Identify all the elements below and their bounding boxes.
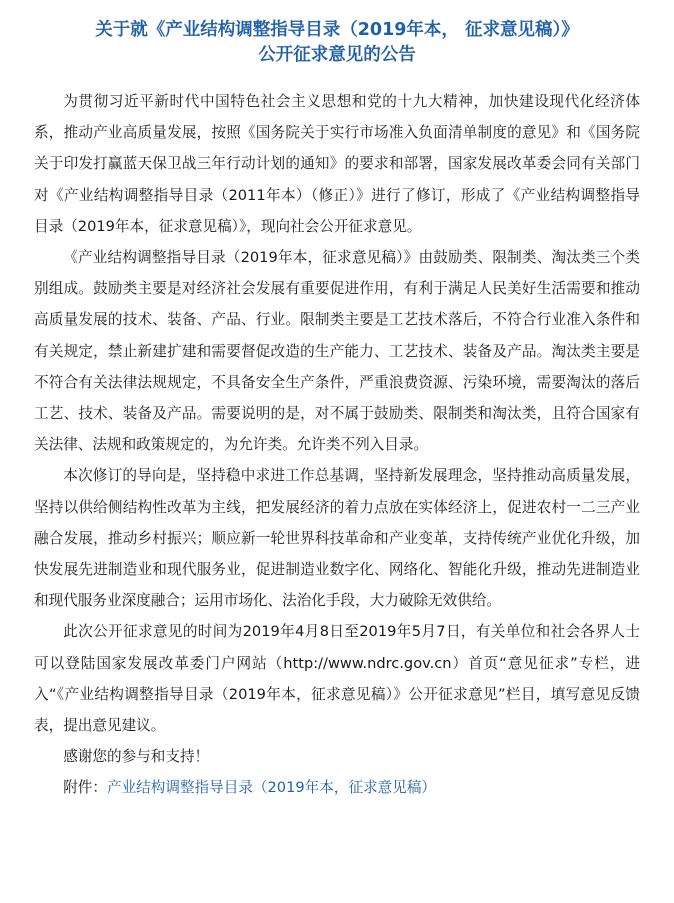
attachment-line bbox=[34, 772, 640, 803]
page-title bbox=[34, 18, 640, 68]
title-line-1: 关于就《产业结构调整指导目录（2019年本， 征求意见稿）》 bbox=[95, 20, 579, 40]
paragraph-categories: 《产业结构调整指导目录（2019年本，征求意见稿）》由鼓励类、限制类、淘汰类三个类别组成。鼓励类主要是对经济社会发展有重要促进作用，有利于满足人民美好生活需要和推动高质量发展的技术、装备、产品、行业。限制类主要是工艺技术落后，不符合行业准入条件和有关规定，禁止新建扩建和需要督促改造的生产能力、工艺技术、装备及产品。淘汰类主要是不符合有关法律法规规定，不具备安全生产条件，严重浪费资源、污染环境，需要淘汰的落后工艺、技术、装备及产品。需要说明的是，对不属于鼓励类、限制类和淘汰类，且符合国家有关法律、法规和政策规定的，为允许类。允许类不列入目录。 bbox=[34, 249, 640, 454]
title-line-2: 公开征求意见的公告 bbox=[258, 45, 416, 65]
paragraph-comment-period: 此次公开征求意见的时间为2019年4月8日至2019年5月7日，有关单位和社会各界人士可以登陆国家发展改革委门户网站（http://www.ndrc.gov.cn）首页“意见征求”专栏，进入“《产业结构调整指导目录（2019年本，征求意见稿）》公开征求意见”栏目，填写意见反馈表，提出意见建议。 bbox=[34, 623, 640, 735]
paragraph-purpose: 为贯彻习近平新时代中国特色社会主义思想和党的十九大精神，加快建设现代化经济体系，推动产业高质量发展，按照《国务院关于实行市场准入负面清单制度的意见》和《国务院关于印发打赢蓝天保卫战三年行动计划的通知》的要求和部署，国家发展改革委会同有关部门对《产业结构调整指导目录（2011年本）（修正）》进行了修订，形成了《产业结构调整指导目录（2019年本，征求意见稿）》，现向社会公开征求意见。 bbox=[34, 93, 640, 235]
attachment-link[interactable]: 产业结构调整指导目录（2019年本，征求意见稿） bbox=[106, 779, 437, 797]
paragraph-revision-guidance: 本次修订的导向是，坚持稳中求进工作总基调，坚持新发展理念，坚持推动高质量发展，坚持以供给侧结构性改革为主线，把发展经济的着力点放在实体经济上，促进农村一二三产业融合发展，推动乡村振兴；顺应新一轮世界科技革命和产业变革，支持传统产业优化升级，加快发展先进制造业和现代服务业，促进制造业数字化、网络化、智能化升级，推动先进制造业和现代服务业深度融合；运用市场化、法治化手段，大力破除无效供给。 bbox=[34, 467, 640, 610]
paragraph-thanks: 感谢您的参与和支持！ bbox=[63, 748, 210, 766]
attachment-label: 附件： bbox=[63, 779, 107, 797]
